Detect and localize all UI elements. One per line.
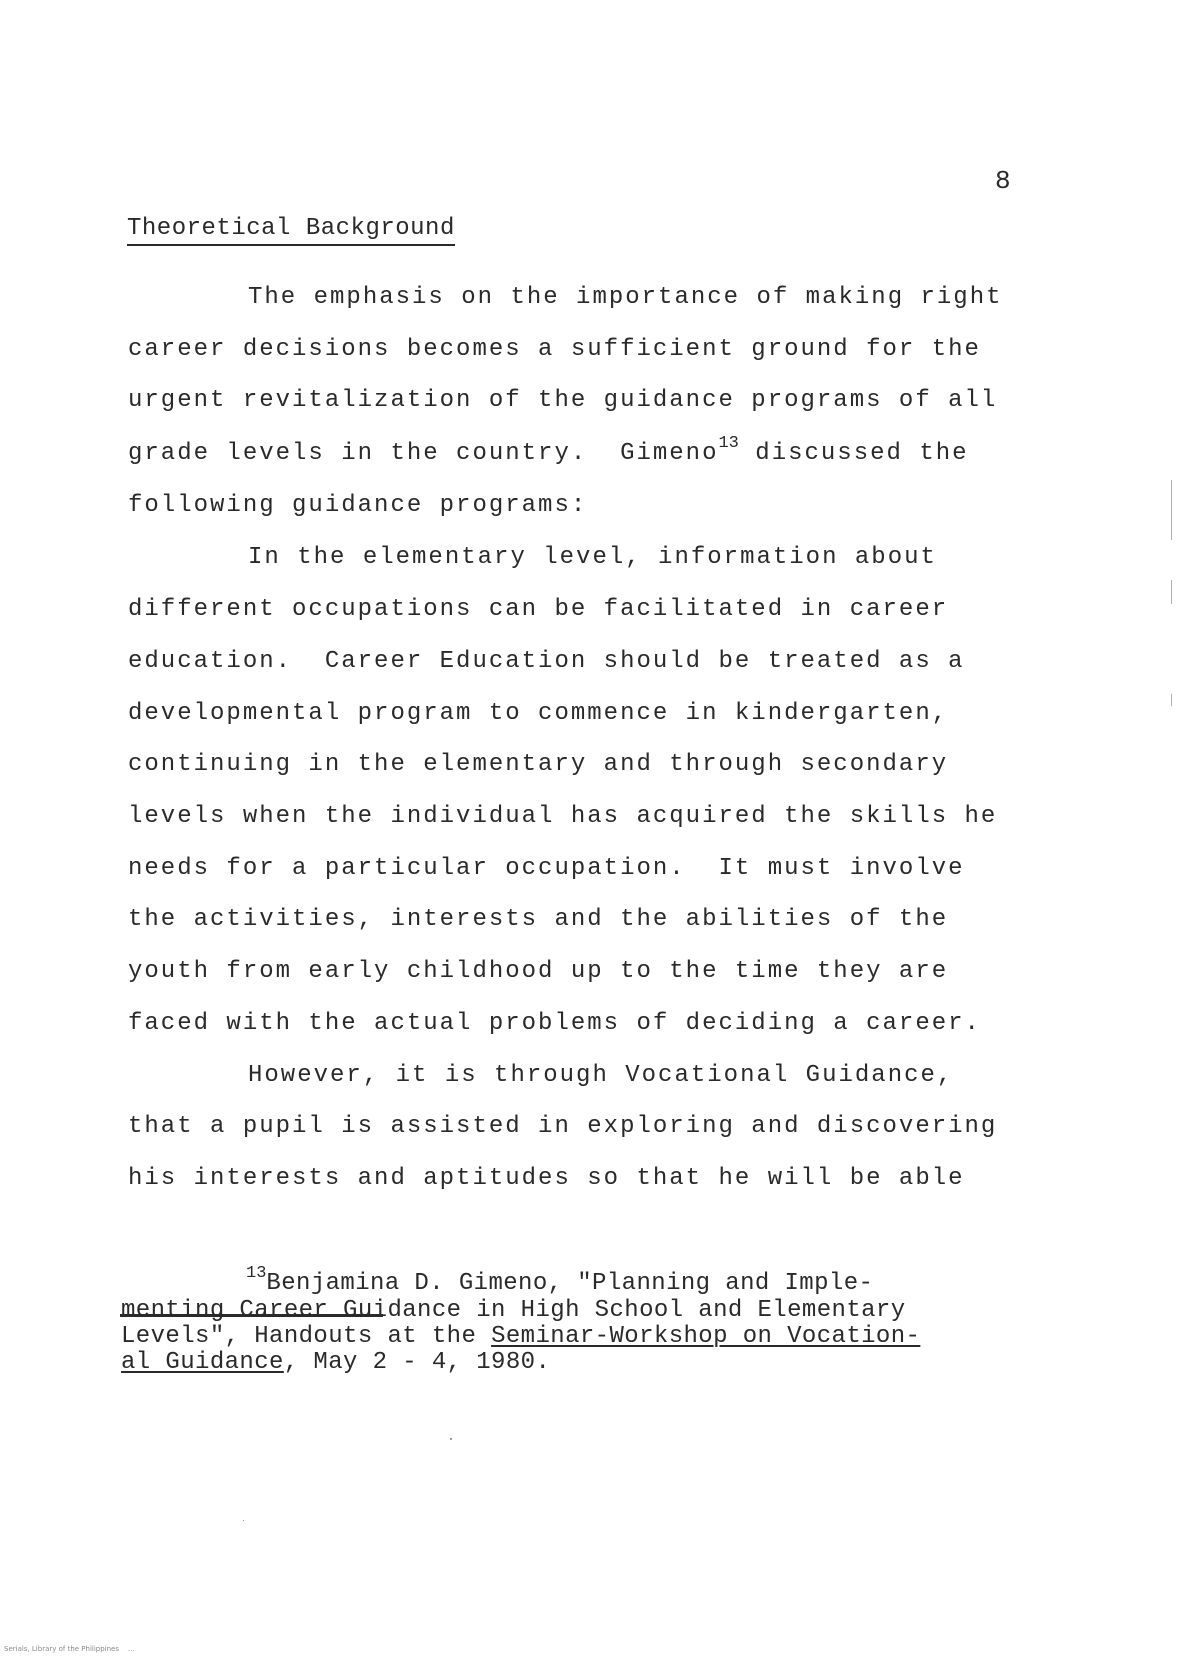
- body-line: In the elementary level, information about: [248, 544, 937, 571]
- body-line: faced with the actual problems of deciding a career.: [128, 1010, 981, 1037]
- body-line: following guidance programs:: [128, 492, 588, 519]
- footnote-text: , May 2 - 4, 1980.: [283, 1349, 551, 1376]
- footnote-line: [246, 1264, 874, 1297]
- body-line: [128, 434, 969, 467]
- body-line-text: discussed the: [738, 440, 969, 467]
- body-line: levels when the individual has acquired the skills he: [128, 803, 998, 830]
- footnote-text: Benjamina D. Gimeno, "Planning and Imple-: [266, 1270, 874, 1297]
- page-number: 8: [995, 166, 1011, 196]
- body-line: different occupations can be facilitated in career: [128, 596, 949, 623]
- body-line: developmental program to commence in kindergarten,: [128, 700, 949, 727]
- body-line: education. Career Education should be treated as a: [128, 648, 965, 675]
- body-line: The emphasis on the importance of making right: [248, 284, 1003, 311]
- body-line: the activities, interests and the abilities of the: [128, 906, 949, 933]
- body-line: However, it is through Vocational Guidance,: [248, 1062, 954, 1089]
- scan-speck: [243, 1520, 244, 1521]
- body-line: youth from early childhood up to the time they are: [128, 958, 949, 985]
- body-line: needs for a particular occupation. It must involve: [128, 855, 965, 882]
- footnote-text: Levels", Handouts at the: [121, 1323, 492, 1350]
- body-line: that a pupil is assisted in exploring and discovering: [128, 1113, 998, 1140]
- footnote-title: al Guidance: [121, 1349, 284, 1376]
- scan-speck: [450, 1438, 452, 1440]
- scan-edge-mark: [1171, 694, 1172, 706]
- scan-edge-mark: [1171, 480, 1172, 540]
- footnote-line: [121, 1351, 550, 1375]
- body-line-text: grade levels in the country. Gimeno: [128, 440, 719, 467]
- scan-edge-mark: [1171, 580, 1172, 604]
- footnote-marker: 13: [246, 1264, 267, 1283]
- section-heading: Theoretical Background: [127, 216, 455, 246]
- body-line: continuing in the elementary and through secondary: [128, 751, 949, 778]
- body-line: career decisions becomes a sufficient ground for the: [128, 336, 981, 363]
- footnote-line: menting Career Guidance in High School and Elementary: [121, 1297, 906, 1324]
- scan-footer-stamp: Serials, Library of the Philippines ...: [4, 1645, 135, 1653]
- body-line: his interests and aptitudes so that he will be able: [128, 1165, 965, 1192]
- footnote-reference: 13: [718, 434, 739, 453]
- body-line: urgent revitalization of the guidance programs of all: [128, 387, 998, 414]
- footnote-line: [121, 1325, 920, 1349]
- footnote-title: Seminar-Workshop on Vocation-: [491, 1323, 921, 1350]
